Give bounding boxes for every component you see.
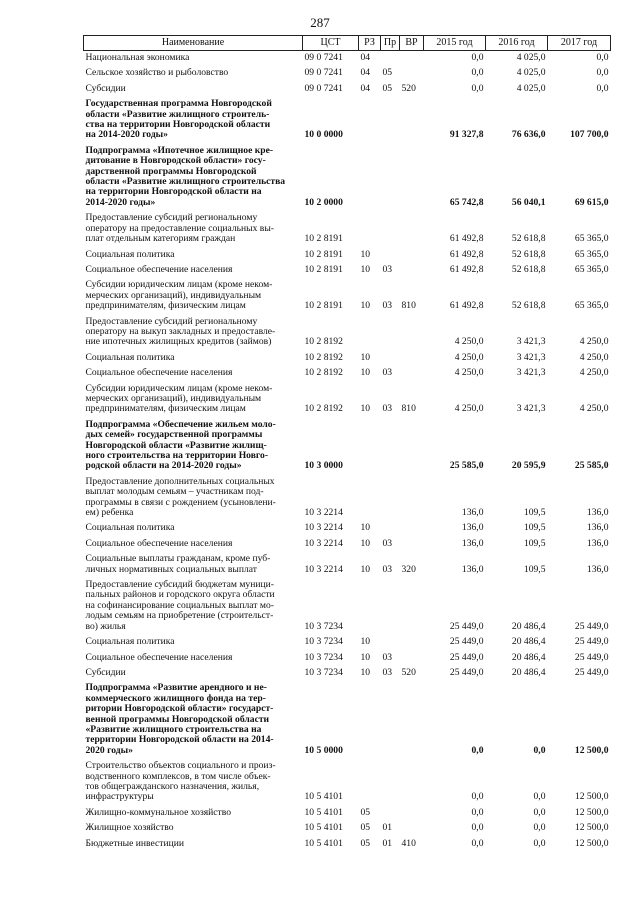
cell-2017: 4 250,0 [579, 336, 609, 348]
cell-vr [400, 366, 424, 381]
row-name-text: Национальная экономика [85, 52, 190, 63]
header-name: Наименование [84, 36, 303, 51]
row-name-text: Социальное обеспечение населения [85, 651, 233, 663]
cell-rz: 10 [360, 263, 371, 275]
cell-name [84, 578, 303, 635]
cell-pr [381, 315, 400, 351]
cell-pr [381, 248, 400, 263]
table-header-row [84, 36, 611, 51]
cell-cst: 10 5 4101 [304, 806, 343, 818]
cell-2015: 25 449,0 [449, 620, 484, 632]
cell-name [84, 382, 303, 418]
table-row [84, 51, 611, 67]
table-row [84, 82, 611, 97]
row-name-text: Жилищное хозяйство [85, 822, 174, 834]
cell-2017: 12 500,0 [574, 806, 609, 818]
cell-cst: 10 5 4101 [304, 791, 343, 803]
cell-name [84, 351, 303, 366]
cell-vr [400, 635, 424, 650]
cell-rz [359, 315, 381, 351]
cell-cst: 10 2 8192 [304, 336, 343, 348]
cell-2017: 69 615,0 [574, 196, 609, 208]
cell-rz: 05 [360, 837, 371, 849]
cell-2015: 0,0 [471, 822, 484, 834]
cell-name [84, 263, 303, 278]
cell-2017: 12 500,0 [574, 822, 609, 834]
cell-cst: 10 3 0000 [304, 460, 343, 472]
cell-name [84, 211, 303, 247]
cell-2015: 25 449,0 [449, 651, 484, 663]
table-row [84, 211, 611, 247]
cell-cst: 10 5 4101 [304, 822, 343, 834]
table-row [84, 475, 611, 522]
table-row [84, 66, 611, 81]
cell-cst: 10 3 7234 [304, 666, 343, 678]
table-row [84, 278, 611, 314]
header-2015: 2015 год [424, 36, 486, 51]
cell-2017: 136,0 [586, 522, 609, 534]
cell-vr: 520 [401, 666, 416, 678]
cell-2015: 4 250,0 [454, 351, 484, 363]
cell-cst: 10 3 7234 [304, 636, 343, 648]
cell-2017: 65 365,0 [574, 233, 609, 245]
cell-2017: 0,0 [596, 82, 609, 94]
cell-cst: 10 3 2214 [304, 507, 343, 519]
cell-pr: 03 [382, 666, 393, 678]
cell-cst: 10 2 8192 [304, 351, 343, 363]
header-2017: 2017 год [548, 36, 611, 51]
cell-rz: 10 [360, 537, 371, 549]
cell-2015: 136,0 [461, 537, 484, 549]
cell-name [84, 82, 303, 97]
cell-vr [400, 578, 424, 635]
cell-name [84, 837, 303, 852]
row-name-text: Субсидии юридическим лицам (кроме неком- мерческих организаций), индивидуальным предпринимателям, физическим лицам [85, 382, 273, 415]
cell-pr [381, 97, 400, 144]
cell-2016: 109,5 [523, 507, 546, 519]
cell-vr [400, 537, 424, 552]
row-name-text: Субсидии [85, 82, 126, 94]
cell-vr [400, 144, 424, 211]
row-name-text: Подпрограмма «Развитие арендного и не- коммерческого жилищного фонда на тер- ритории Новгородской области» государст- венной программы Новгородской области «Развитие жилищного строительства на территории Новгородской области на 2014- 2020 годы» [85, 682, 274, 756]
cell-2016: 3 421,3 [516, 367, 546, 379]
cell-2015: 0,0 [471, 791, 484, 803]
cell-2016: 76 636,0 [511, 129, 546, 141]
cell-vr [400, 263, 424, 278]
cell-pr [381, 806, 400, 821]
cell-vr [400, 521, 424, 536]
cell-rz [359, 97, 381, 144]
row-name-text: Жилищно-коммунальное хозяйство [85, 806, 232, 818]
cell-2015: 0,0 [471, 837, 484, 849]
cell-name [84, 97, 303, 144]
cell-2017: 25 449,0 [574, 636, 609, 648]
cell-2017: 65 365,0 [574, 263, 609, 275]
cell-pr: 05 [382, 67, 393, 79]
table-row [84, 578, 611, 635]
cell-vr [400, 51, 424, 67]
table-row [84, 144, 611, 211]
cell-2016: 52 618,8 [511, 248, 546, 260]
cell-2017: 25 449,0 [574, 620, 609, 632]
budget-table [83, 35, 611, 852]
cell-2015: 61 492,8 [449, 248, 484, 260]
cell-pr: 01 [382, 837, 393, 849]
cell-cst: 10 2 8192 [304, 367, 343, 379]
cell-rz: 10 [360, 300, 371, 312]
cell-2016: 20 595,9 [511, 460, 546, 472]
cell-name [84, 635, 303, 650]
cell-2017: 0,0 [596, 52, 609, 63]
cell-vr [400, 651, 424, 666]
table-row [84, 681, 611, 759]
cell-vr [400, 418, 424, 475]
cell-pr [381, 351, 400, 366]
cell-cst: 10 2 8191 [304, 300, 343, 312]
cell-cst: 10 5 4101 [304, 837, 343, 849]
cell-rz [359, 475, 381, 522]
cell-2016: 109,5 [523, 522, 546, 534]
cell-2015: 4 250,0 [454, 336, 484, 348]
cell-pr [381, 759, 400, 806]
page-number: 287 [310, 15, 330, 30]
cell-2017: 0,0 [596, 67, 609, 79]
cell-cst: 10 2 8192 [304, 403, 343, 415]
cell-rz: 10 [360, 522, 371, 534]
cell-cst: 09 0 7241 [304, 67, 343, 79]
cell-vr: 320 [401, 563, 416, 575]
cell-vr [400, 759, 424, 806]
cell-2015: 61 492,8 [449, 263, 484, 275]
table-row [84, 366, 611, 381]
cell-2017: 65 365,0 [574, 248, 609, 260]
cell-rz: 04 [360, 67, 371, 79]
cell-2017: 4 250,0 [579, 351, 609, 363]
cell-cst: 09 0 7241 [304, 52, 343, 63]
cell-vr [400, 97, 424, 144]
cell-name [84, 366, 303, 381]
cell-pr: 05 [382, 82, 393, 94]
cell-cst: 10 3 2214 [304, 537, 343, 549]
cell-rz: 10 [360, 403, 371, 415]
cell-pr: 01 [382, 822, 393, 834]
header-2016: 2016 год [486, 36, 548, 51]
cell-2015: 136,0 [461, 522, 484, 534]
row-name-text: Предоставление субсидий региональному оператору на выкуп закладных и предоставле- ние ипотечных жилищных кредитов (займов) [85, 315, 276, 348]
cell-2017: 12 500,0 [574, 744, 609, 756]
cell-vr [400, 475, 424, 522]
cell-2017: 12 500,0 [574, 791, 609, 803]
cell-2016: 20 486,4 [511, 620, 546, 632]
cell-2015: 4 250,0 [454, 403, 484, 415]
cell-vr [400, 211, 424, 247]
cell-rz [359, 418, 381, 475]
table-row [84, 263, 611, 278]
row-name-text: Социальное обеспечение населения [85, 367, 233, 379]
cell-2017: 12 500,0 [574, 837, 609, 849]
cell-2015: 91 327,8 [449, 129, 484, 141]
cell-2015: 65 742,8 [449, 196, 484, 208]
cell-2015: 136,0 [461, 507, 484, 519]
cell-name [84, 248, 303, 263]
row-name-text: Предоставление субсидий бюджетам муници- пальных районов и городского округа области на софинансирование социальных выплат мо- лодым семьям на приобретение (строительст- во) жилья [85, 579, 275, 632]
cell-name [84, 821, 303, 836]
cell-vr [400, 821, 424, 836]
row-name-text: Субсидии [85, 666, 126, 678]
cell-vr [400, 248, 424, 263]
cell-rz [359, 144, 381, 211]
cell-rz: 10 [360, 666, 371, 678]
cell-2016: 0,0 [533, 822, 546, 834]
cell-rz [359, 681, 381, 759]
table-row [84, 248, 611, 263]
cell-name [84, 475, 303, 522]
cell-name [84, 537, 303, 552]
cell-pr: 03 [382, 300, 393, 312]
cell-name [84, 278, 303, 314]
header-cst: ЦСТ [303, 36, 359, 51]
cell-cst: 10 3 7234 [304, 651, 343, 663]
cell-vr: 520 [401, 82, 416, 94]
table-row [84, 759, 611, 806]
row-name-text: Подпрограмма «Обеспечение жильем моло- дых семей» государственной программы Новгородской области «Развитие жилищ- ного строительства на территории Новго- родской области на 2014-2020 годы» [85, 418, 276, 472]
table-row [84, 521, 611, 536]
cell-2017: 107 700,0 [570, 129, 609, 141]
cell-2016: 0,0 [533, 806, 546, 818]
cell-2016: 56 040,1 [511, 196, 546, 208]
cell-name [84, 681, 303, 759]
cell-name [84, 759, 303, 806]
row-name-text: Сельское хозяйство и рыболовство [85, 67, 229, 79]
cell-name [84, 315, 303, 351]
table-row [84, 837, 611, 852]
cell-2017: 25 585,0 [574, 460, 609, 472]
cell-vr: 810 [401, 300, 416, 312]
cell-pr: 03 [382, 651, 393, 663]
table-row [84, 537, 611, 552]
cell-2017: 25 449,0 [574, 666, 609, 678]
row-name-text: Социальное обеспечение населения [85, 537, 233, 549]
cell-rz: 04 [360, 82, 371, 94]
cell-2015: 0,0 [471, 52, 484, 63]
cell-name [84, 418, 303, 475]
table-row [84, 666, 611, 681]
row-name-text: Социальное обеспечение населения [85, 263, 233, 275]
row-name-text: Социальная политика [85, 248, 175, 260]
table-row [84, 351, 611, 366]
row-name-text: Предоставление дополнительных социальных выплат молодым семьям – участникам под- программы в связи с рождением (усыновлени- ем) ребенка [85, 475, 276, 519]
cell-2016: 4 025,0 [516, 82, 546, 94]
cell-rz: 10 [360, 563, 371, 575]
cell-2015: 25 585,0 [449, 460, 484, 472]
cell-pr [381, 521, 400, 536]
table-row [84, 552, 611, 578]
table-row [84, 382, 611, 418]
cell-cst: 09 0 7241 [304, 82, 343, 94]
cell-2016: 109,5 [523, 537, 546, 549]
cell-rz: 05 [360, 822, 371, 834]
cell-2016: 52 618,8 [511, 233, 546, 245]
cell-2016: 3 421,3 [516, 351, 546, 363]
cell-2017: 4 250,0 [579, 367, 609, 379]
cell-2015: 61 492,8 [449, 300, 484, 312]
cell-2016: 20 486,4 [511, 666, 546, 678]
cell-pr [381, 475, 400, 522]
cell-name [84, 66, 303, 81]
cell-cst: 10 3 2214 [304, 563, 343, 575]
cell-2015: 61 492,8 [449, 233, 484, 245]
cell-rz: 10 [360, 651, 371, 663]
row-name-text: Социальные выплаты гражданам, кроме пуб- личных нормативных социальных выплат [85, 553, 271, 575]
cell-cst: 10 2 8191 [304, 233, 343, 245]
table-body [84, 51, 611, 853]
cell-vr [400, 681, 424, 759]
cell-2016: 4 025,0 [516, 52, 546, 63]
row-name-text: Предоставление субсидий региональному оператору на предоставление социальных вы- плат отдельным категориям граждан [85, 212, 274, 245]
table-row [84, 651, 611, 666]
cell-cst: 10 3 2214 [304, 522, 343, 534]
cell-2015: 0,0 [471, 744, 484, 756]
cell-2015: 25 449,0 [449, 636, 484, 648]
cell-pr: 03 [382, 537, 393, 549]
cell-pr: 03 [382, 263, 393, 275]
table-row [84, 821, 611, 836]
cell-2016: 52 618,8 [511, 300, 546, 312]
cell-rz: 04 [360, 52, 371, 63]
cell-vr [400, 66, 424, 81]
cell-rz: 10 [360, 367, 371, 379]
header-vr: ВР [400, 36, 424, 51]
cell-2016: 109,5 [523, 563, 546, 575]
cell-2015: 0,0 [471, 82, 484, 94]
cell-2017: 25 449,0 [574, 651, 609, 663]
cell-2017: 136,0 [586, 563, 609, 575]
cell-2017: 136,0 [586, 507, 609, 519]
cell-vr [400, 315, 424, 351]
cell-vr [400, 351, 424, 366]
cell-name [84, 521, 303, 536]
row-name-text: Социальная политика [85, 522, 175, 534]
row-name-text: Бюджетные инвестиции [85, 837, 184, 849]
cell-pr [381, 51, 400, 67]
cell-name [84, 552, 303, 578]
cell-name [84, 666, 303, 681]
cell-2016: 3 421,3 [516, 403, 546, 415]
cell-2016: 3 421,3 [516, 336, 546, 348]
cell-2016: 52 618,8 [511, 263, 546, 275]
cell-2015: 4 250,0 [454, 367, 484, 379]
header-rz: РЗ [359, 36, 381, 51]
cell-2016: 4 025,0 [516, 67, 546, 79]
row-name-text: Субсидии юридическим лицам (кроме неком- мерческих организаций), индивидуальным предпринимателям, физическим лицам [85, 279, 273, 312]
cell-pr [381, 144, 400, 211]
row-name-text: Социальная политика [85, 636, 175, 648]
cell-2016: 20 486,4 [511, 651, 546, 663]
cell-2017: 136,0 [586, 537, 609, 549]
table-row [84, 806, 611, 821]
cell-rz [359, 759, 381, 806]
table-row [84, 97, 611, 144]
cell-pr: 03 [382, 563, 393, 575]
cell-pr [381, 578, 400, 635]
table-row [84, 315, 611, 351]
row-name-text: Социальная политика [85, 351, 175, 363]
cell-pr: 03 [382, 403, 393, 415]
cell-pr [381, 211, 400, 247]
cell-rz [359, 211, 381, 247]
cell-2016: 20 486,4 [511, 636, 546, 648]
cell-name [84, 51, 303, 67]
cell-rz: 10 [360, 636, 371, 648]
cell-2017: 4 250,0 [579, 403, 609, 415]
cell-cst: 10 0 0000 [304, 129, 343, 141]
cell-name [84, 806, 303, 821]
row-name-text: Подпрограмма «Ипотечное жилищное кре- дитование в Новгородской области» госу- дарственной программы Новгородской области «Развитие жилищного строительства на территории Новгородской области на 2014-2020 годы» [85, 144, 286, 208]
cell-pr [381, 418, 400, 475]
cell-cst: 10 3 7234 [304, 620, 343, 632]
cell-2017: 65 365,0 [574, 300, 609, 312]
cell-rz: 10 [360, 351, 371, 363]
cell-vr: 810 [401, 403, 416, 415]
cell-2016: 0,0 [533, 837, 546, 849]
cell-cst: 10 2 8191 [304, 248, 343, 260]
cell-vr: 410 [401, 837, 416, 849]
cell-pr [381, 635, 400, 650]
cell-pr: 03 [382, 367, 393, 379]
table-row [84, 635, 611, 650]
cell-pr [381, 681, 400, 759]
cell-rz: 10 [360, 248, 371, 260]
cell-name [84, 144, 303, 211]
cell-rz [359, 578, 381, 635]
row-name-text: Строительство объектов социального и произ- водственного комплексов, в том числе объек- тов общегражданского назначения, жилья, инфраструктуры [85, 760, 276, 803]
cell-vr [400, 806, 424, 821]
cell-2015: 25 449,0 [449, 666, 484, 678]
cell-2016: 0,0 [533, 744, 546, 756]
cell-2016: 0,0 [533, 791, 546, 803]
cell-cst: 10 2 0000 [304, 196, 343, 208]
cell-name [84, 651, 303, 666]
cell-rz: 05 [360, 806, 371, 818]
cell-2015: 136,0 [461, 563, 484, 575]
row-name-text: Государственная программа Новгородской области «Развитие жилищного строитель- ства на территории Новгородской области на 2014-2020 годы» [85, 98, 272, 141]
table-row [84, 418, 611, 475]
cell-2015: 0,0 [471, 806, 484, 818]
cell-2015: 0,0 [471, 67, 484, 79]
header-pr: Пр [381, 36, 400, 51]
cell-cst: 10 5 0000 [304, 744, 343, 756]
cell-cst: 10 2 8191 [304, 263, 343, 275]
